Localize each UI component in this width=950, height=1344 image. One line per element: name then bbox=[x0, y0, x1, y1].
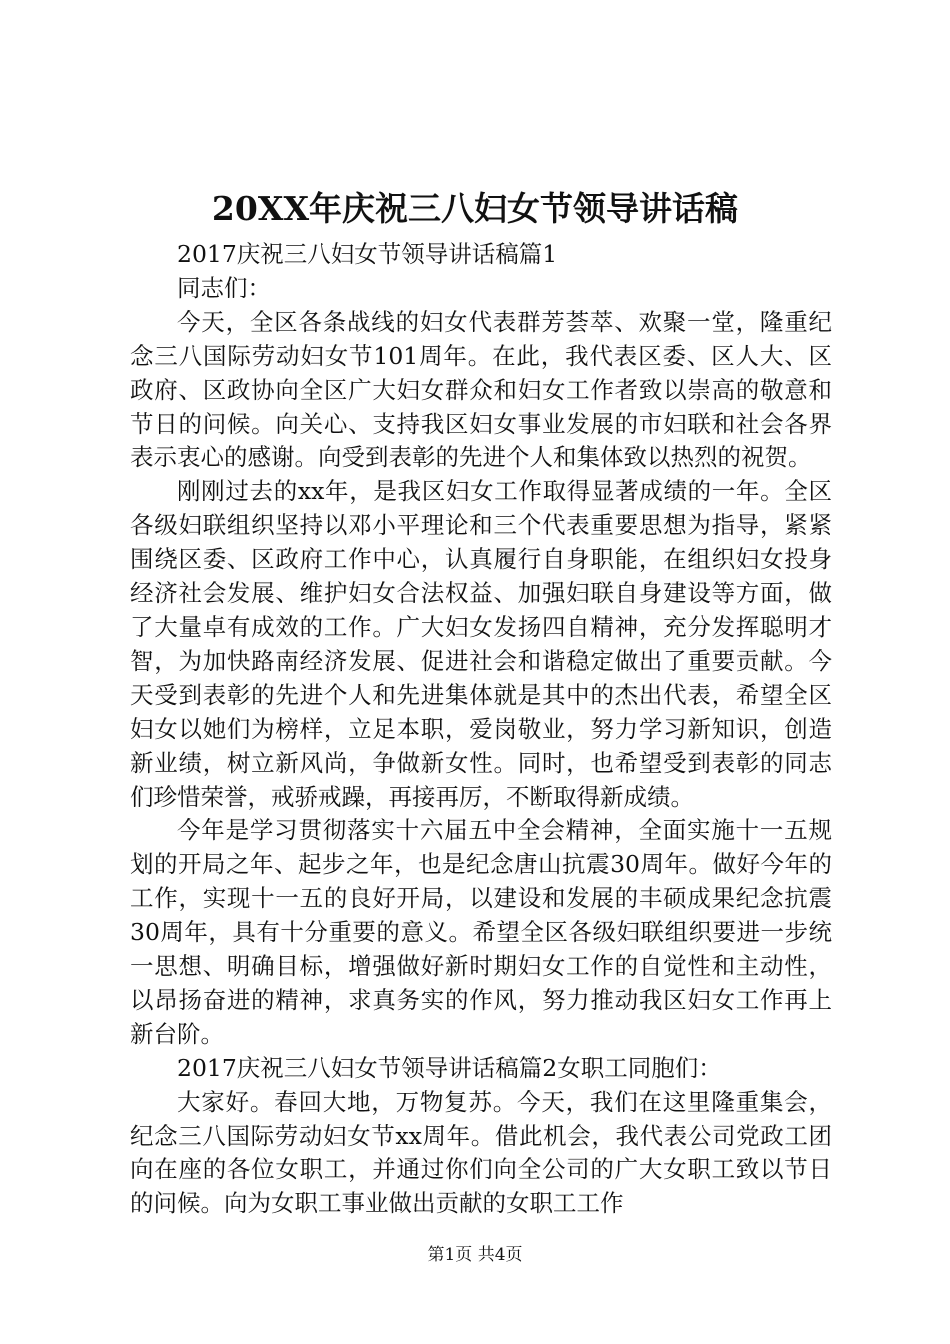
section-heading-2: 2017庆祝三八妇女节领导讲话稿篇2女职工同胞们： bbox=[177, 1053, 722, 1082]
paragraph: 刚刚过去的xx年，是我区妇女工作取得显著成绩的一年。全区各级妇联组织坚持以邓小平理论和三个代表重要思想为指导，紧紧围绕区委、区政府工作中心，认真履行自身职能，在组织妇女投身经济社会发展、维护妇女合法权益、加强妇联自身建设等方面，做了大量卓有成效的工作。广大妇女发扬四自精神，充分发挥聪明才智，为加快路南经济发展、促进社会和谐稳定做出了重要贡献。今天受到表彰的先进个人和先进集体就是其中的杰出代表，希望全区妇女以她们为榜样，立足本职，爱岗敬业，努力学习新知识，创造新业绩，树立新风尚，争做新女性。同时，也希望受到表彰的同志们珍惜荣誉，戒骄戒躁，再接再厉，不断取得新成绩。 bbox=[130, 477, 832, 811]
page-footer: 第1页 共4页 bbox=[427, 1245, 523, 1265]
paragraph: 今年是学习贯彻落实十六届五中全会精神，全面实施十一五规划的开局之年、起步之年，也是纪念唐山抗震30周年。做好今年的工作，实现十一五的良好开局，以建设和发展的丰硕成果纪念抗震30周年，具有十分重要的意义。希望全区各级妇联组织要进一步统一思想、明确目标，增强做好新时期妇女工作的自觉性和主动性，以昂扬奋进的精神，求真务实的作风，努力推动我区妇女工作再上新台阶。 bbox=[130, 816, 832, 1048]
paragraph: 大家好。春回大地，万物复苏。今天，我们在这里隆重集会，纪念三八国际劳动妇女节xx周年。借此机会，我代表公司党政工团向在座的各位女职工，并通过你们向全公司的广大女职工致以节日的问候。向为女职工事业做出贡献的女职工工作 bbox=[130, 1087, 832, 1218]
section-heading-1: 2017庆祝三八妇女节领导讲话稿篇1 bbox=[177, 240, 558, 268]
document-title: 20XX年庆祝三八妇女节领导讲话稿 bbox=[211, 189, 739, 228]
salutation-1: 同志们： bbox=[177, 273, 271, 302]
document-body bbox=[130, 238, 832, 1221]
paragraph: 今天，全区各条战线的妇女代表群芳荟萃、欢聚一堂，隆重纪念三八国际劳动妇女节101周年。在此，我代表区委、区人大、区政府、区政协向全区广大妇女群众和妇女工作者致以崇高的敬意和节日的问候。向关心、支持我区妇女事业发展的市妇联和社会各界表示衷心的感谢。向受到表彰的先进个人和集体致以热烈的祝贺。 bbox=[130, 307, 832, 472]
